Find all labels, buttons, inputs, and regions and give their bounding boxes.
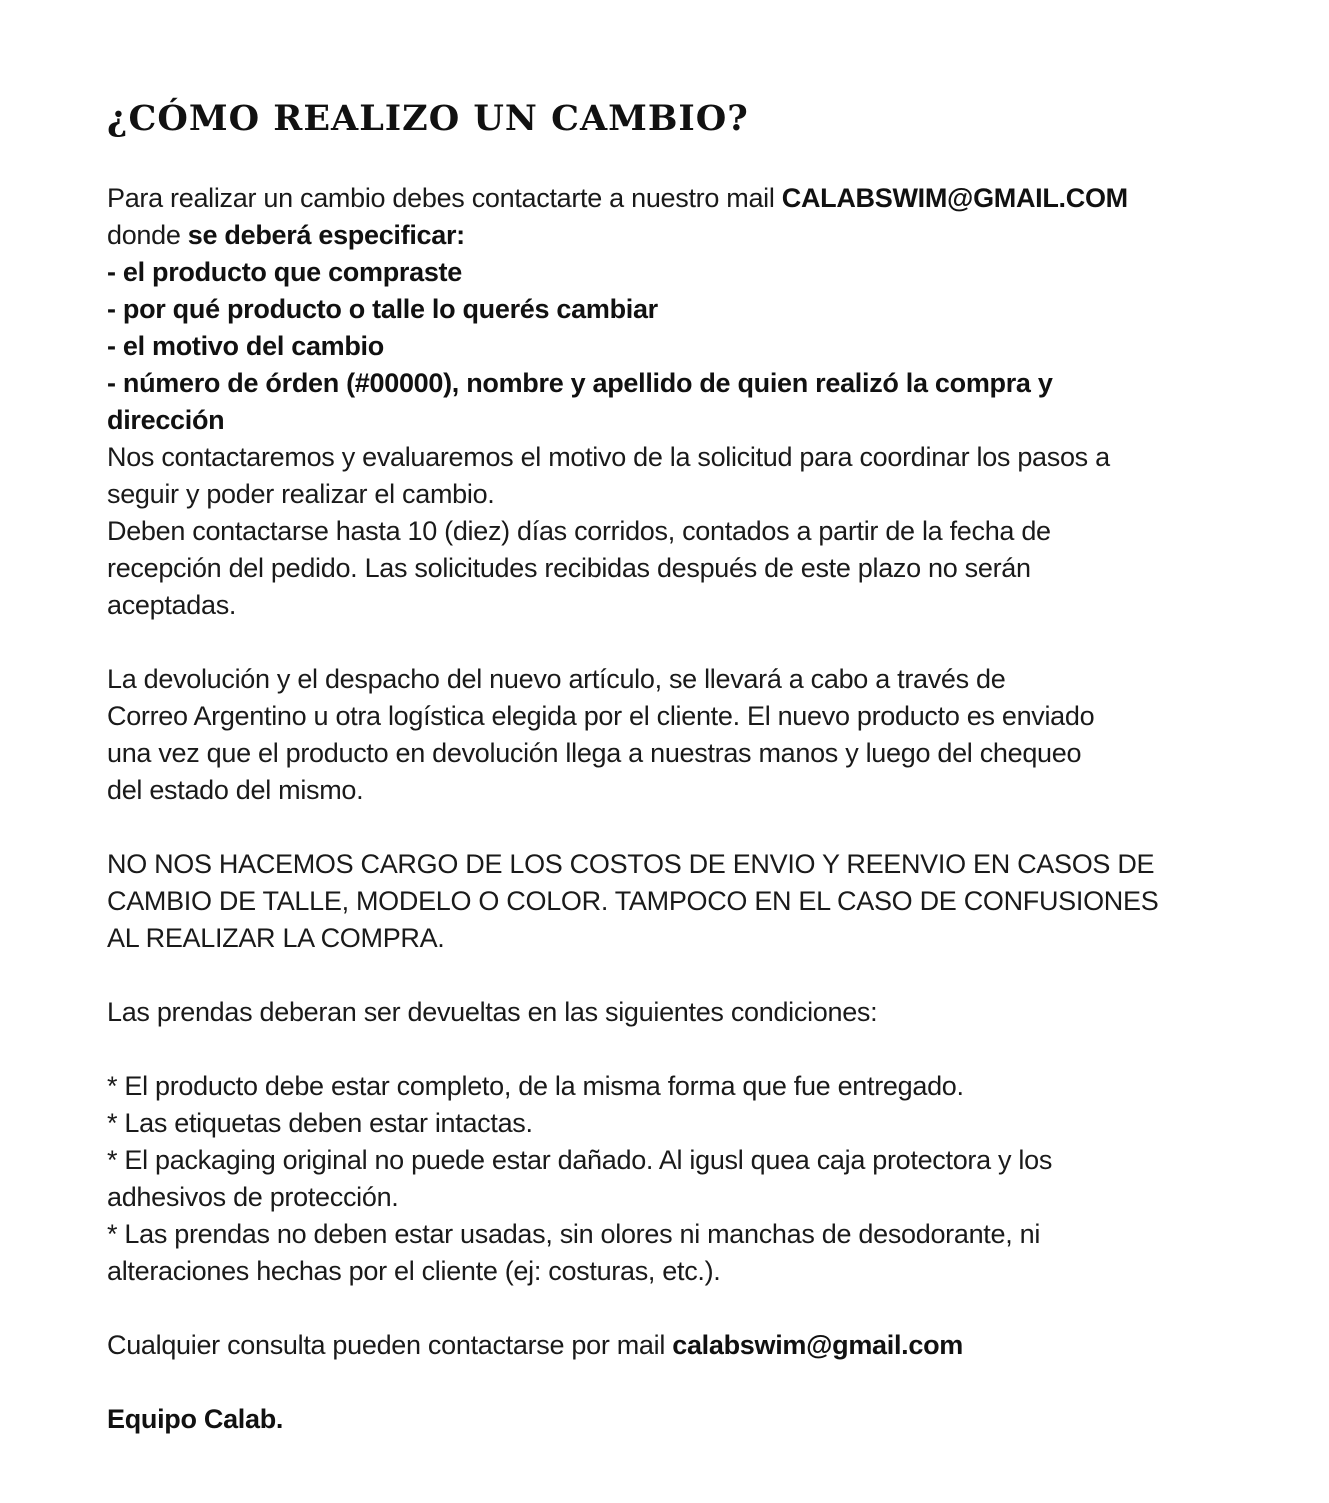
paragraph-gap bbox=[107, 957, 1247, 994]
signature: Equipo Calab. bbox=[107, 1404, 284, 1434]
page-title: ¿CÓMO REALIZO UN CAMBIO? bbox=[107, 98, 749, 139]
paragraph-gap bbox=[107, 1031, 1247, 1068]
document-page bbox=[107, 96, 1247, 1438]
requirement-item: - número de órden (#00000), nombre y apellido de quien realizó la compra y bbox=[107, 368, 1053, 398]
intro-line-2 bbox=[107, 217, 1247, 254]
paragraph-gap bbox=[107, 624, 1247, 661]
paragraph-gap bbox=[107, 1290, 1247, 1327]
shipping-paragraph-line: Correo Argentino u otra logística elegida por el cliente. El nuevo producto es enviado bbox=[107, 701, 1095, 731]
contact-paragraph-line: seguir y poder realizar el cambio. bbox=[107, 479, 495, 509]
costs-paragraph-line: NO NOS HACEMOS CARGO DE LOS COSTOS DE ENVIO Y REENVIO EN CASOS DE bbox=[107, 849, 1155, 879]
contact-email-lower[interactable]: calabswim@gmail.com bbox=[672, 1330, 963, 1360]
footer-contact-text: Cualquier consulta pueden contactarse por mail bbox=[107, 1330, 673, 1360]
paragraph-gap bbox=[107, 809, 1247, 846]
specify-label: se deberá especificar: bbox=[187, 220, 465, 250]
contact-paragraph-line: Nos contactaremos y evaluaremos el motivo de la solicitud para coordinar los pasos a bbox=[107, 442, 1110, 472]
costs-paragraph-line: CAMBIO DE TALLE, MODELO O COLOR. TAMPOCO EN EL CASO DE CONFUSIONES bbox=[107, 886, 1159, 916]
intro-text: Para realizar un cambio debes contactarte a nuestro mail bbox=[107, 183, 782, 213]
condition-item: * El packaging original no puede estar dañado. Al igusl quea caja protectora y los bbox=[107, 1145, 1053, 1175]
requirement-item: dirección bbox=[107, 405, 225, 435]
shipping-paragraph-line: una vez que el producto en devolución llega a nuestras manos y luego del chequeo bbox=[107, 738, 1082, 768]
condition-item: alteraciones hechas por el cliente (ej: costuras, etc.). bbox=[107, 1256, 721, 1286]
footer-contact-line bbox=[107, 1327, 1247, 1364]
condition-item: * Las etiquetas deben estar intactas. bbox=[107, 1108, 533, 1138]
intro-line-1 bbox=[107, 180, 1247, 217]
condition-item: adhesivos de protección. bbox=[107, 1182, 399, 1212]
requirement-item: - por qué producto o talle lo querés cambiar bbox=[107, 294, 658, 324]
shipping-paragraph-line: La devolución y el despacho del nuevo artículo, se llevará a cabo a través de bbox=[107, 664, 1006, 694]
intro-text: donde bbox=[107, 220, 188, 250]
contact-paragraph-line: Deben contactarse hasta 10 (diez) días corridos, contados a partir de la fecha de bbox=[107, 516, 1051, 546]
condition-item: * Las prendas no deben estar usadas, sin olores ni manchas de desodorante, ni bbox=[107, 1219, 1041, 1249]
contact-paragraph-line: aceptadas. bbox=[107, 590, 237, 620]
conditions-intro: Las prendas deberan ser devueltas en las siguientes condiciones: bbox=[107, 997, 878, 1027]
document-body bbox=[107, 180, 1247, 1438]
requirement-item: - el producto que compraste bbox=[107, 257, 462, 287]
paragraph-gap bbox=[107, 1364, 1247, 1401]
contact-paragraph-line: recepción del pedido. Las solicitudes recibidas después de este plazo no serán bbox=[107, 553, 1031, 583]
requirement-item: - el motivo del cambio bbox=[107, 331, 384, 361]
shipping-paragraph-line: del estado del mismo. bbox=[107, 775, 364, 805]
costs-paragraph-line: AL REALIZAR LA COMPRA. bbox=[107, 923, 445, 953]
contact-email-upper[interactable]: CALABSWIM@GMAIL.COM bbox=[781, 183, 1128, 213]
condition-item: * El producto debe estar completo, de la misma forma que fue entregado. bbox=[107, 1071, 964, 1101]
